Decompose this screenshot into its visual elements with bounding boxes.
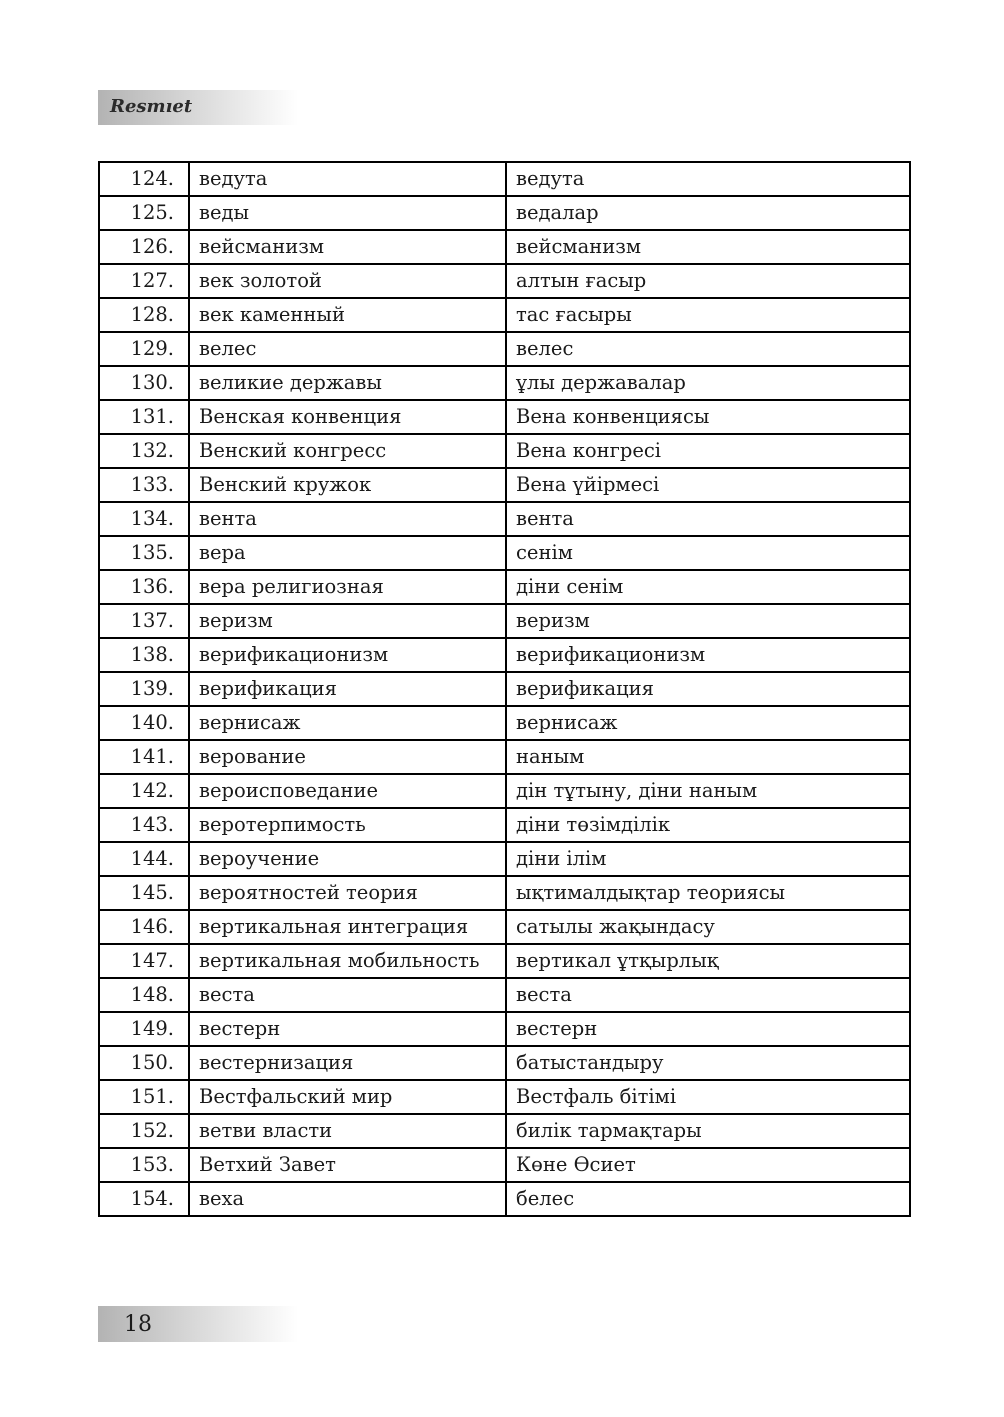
- table-row: [99, 604, 910, 638]
- russian-term: верификационизм: [189, 638, 506, 672]
- entry-number: 133.: [99, 468, 189, 502]
- entry-number: 129.: [99, 332, 189, 366]
- russian-term: век золотой: [189, 264, 506, 298]
- table-row: [99, 978, 910, 1012]
- kazakh-term: билік тармақтары: [506, 1114, 910, 1148]
- entry-number: 154.: [99, 1182, 189, 1216]
- entry-number: 152.: [99, 1114, 189, 1148]
- entry-number: 147.: [99, 944, 189, 978]
- entry-number: 151.: [99, 1080, 189, 1114]
- russian-term: ветви власти: [189, 1114, 506, 1148]
- entry-number: 141.: [99, 740, 189, 774]
- kazakh-term: вернисаж: [506, 706, 910, 740]
- glossary-table-body: [99, 162, 910, 1216]
- entry-number: 148.: [99, 978, 189, 1012]
- kazakh-term: вестерн: [506, 1012, 910, 1046]
- russian-term: вероучение: [189, 842, 506, 876]
- russian-term: веды: [189, 196, 506, 230]
- table-row: [99, 740, 910, 774]
- kazakh-term: вейсманизм: [506, 230, 910, 264]
- table-row: [99, 298, 910, 332]
- kazakh-term: ведалар: [506, 196, 910, 230]
- table-row: [99, 910, 910, 944]
- entry-number: 136.: [99, 570, 189, 604]
- russian-term: вера религиозная: [189, 570, 506, 604]
- kazakh-term: верификационизм: [506, 638, 910, 672]
- entry-number: 137.: [99, 604, 189, 638]
- table-row: [99, 842, 910, 876]
- russian-term: вестерн: [189, 1012, 506, 1046]
- russian-term: верование: [189, 740, 506, 774]
- russian-term: Ветхий Завет: [189, 1148, 506, 1182]
- russian-term: вента: [189, 502, 506, 536]
- table-row: [99, 366, 910, 400]
- table-row: [99, 876, 910, 910]
- entry-number: 135.: [99, 536, 189, 570]
- kazakh-term: велес: [506, 332, 910, 366]
- entry-number: 125.: [99, 196, 189, 230]
- kazakh-term: діни сенім: [506, 570, 910, 604]
- russian-term: вертикальная мобильность: [189, 944, 506, 978]
- russian-term: веротерпимость: [189, 808, 506, 842]
- russian-term: веста: [189, 978, 506, 1012]
- page-number: 18: [124, 1312, 152, 1337]
- kazakh-term: вента: [506, 502, 910, 536]
- entry-number: 128.: [99, 298, 189, 332]
- entry-number: 130.: [99, 366, 189, 400]
- kazakh-term: Вестфаль бітімі: [506, 1080, 910, 1114]
- kazakh-term: діни ілім: [506, 842, 910, 876]
- table-row: [99, 672, 910, 706]
- entry-number: 149.: [99, 1012, 189, 1046]
- kazakh-term: ұлы державалар: [506, 366, 910, 400]
- table-row: [99, 570, 910, 604]
- glossary-table-container: [98, 161, 906, 1217]
- table-row: [99, 264, 910, 298]
- table-row: [99, 196, 910, 230]
- entry-number: 143.: [99, 808, 189, 842]
- russian-term: веризм: [189, 604, 506, 638]
- kazakh-term: батыстандыру: [506, 1046, 910, 1080]
- entry-number: 139.: [99, 672, 189, 706]
- entry-number: 134.: [99, 502, 189, 536]
- kazakh-term: верификация: [506, 672, 910, 706]
- entry-number: 127.: [99, 264, 189, 298]
- russian-term: вернисаж: [189, 706, 506, 740]
- entry-number: 140.: [99, 706, 189, 740]
- table-row: [99, 638, 910, 672]
- russian-term: велес: [189, 332, 506, 366]
- kazakh-term: ведута: [506, 162, 910, 196]
- russian-term: вера: [189, 536, 506, 570]
- kazakh-term: сатылы жақындасу: [506, 910, 910, 944]
- russian-term: верификация: [189, 672, 506, 706]
- kazakh-term: тас ғасыры: [506, 298, 910, 332]
- entry-number: 131.: [99, 400, 189, 434]
- russian-term: Венский конгресс: [189, 434, 506, 468]
- entry-number: 146.: [99, 910, 189, 944]
- russian-term: век каменный: [189, 298, 506, 332]
- entry-number: 153.: [99, 1148, 189, 1182]
- entry-number: 150.: [99, 1046, 189, 1080]
- russian-term: вертикальная интеграция: [189, 910, 506, 944]
- table-row: [99, 1182, 910, 1216]
- russian-term: вестернизация: [189, 1046, 506, 1080]
- entry-number: 132.: [99, 434, 189, 468]
- kazakh-term: Вена конгресі: [506, 434, 910, 468]
- kazakh-term: Вена үйірмесі: [506, 468, 910, 502]
- kazakh-term: вертикал ұтқырлық: [506, 944, 910, 978]
- russian-term: Вестфальский мир: [189, 1080, 506, 1114]
- table-row: [99, 230, 910, 264]
- russian-term: веха: [189, 1182, 506, 1216]
- kazakh-term: діни төзімділік: [506, 808, 910, 842]
- kazakh-term: Вена конвенциясы: [506, 400, 910, 434]
- russian-term: Венский кружок: [189, 468, 506, 502]
- kazakh-term: веризм: [506, 604, 910, 638]
- kazakh-term: веста: [506, 978, 910, 1012]
- kazakh-term: наным: [506, 740, 910, 774]
- kazakh-term: ықтималдықтар теориясы: [506, 876, 910, 910]
- kazakh-term: белес: [506, 1182, 910, 1216]
- table-row: [99, 1114, 910, 1148]
- table-row: [99, 1012, 910, 1046]
- entry-number: 142.: [99, 774, 189, 808]
- russian-term: великие державы: [189, 366, 506, 400]
- table-row: [99, 774, 910, 808]
- table-row: [99, 162, 910, 196]
- table-row: [99, 400, 910, 434]
- entry-number: 138.: [99, 638, 189, 672]
- kazakh-term: Көне Өсиет: [506, 1148, 910, 1182]
- table-row: [99, 944, 910, 978]
- glossary-table: [98, 161, 911, 1217]
- table-row: [99, 1080, 910, 1114]
- running-header-title: Resmıet: [110, 96, 193, 117]
- table-row: [99, 1148, 910, 1182]
- kazakh-term: алтын ғасыр: [506, 264, 910, 298]
- entry-number: 126.: [99, 230, 189, 264]
- table-row: [99, 332, 910, 366]
- table-row: [99, 536, 910, 570]
- table-row: [99, 434, 910, 468]
- russian-term: вероисповедание: [189, 774, 506, 808]
- table-row: [99, 808, 910, 842]
- entry-number: 144.: [99, 842, 189, 876]
- russian-term: ведута: [189, 162, 506, 196]
- entry-number: 124.: [99, 162, 189, 196]
- table-row: [99, 706, 910, 740]
- entry-number: 145.: [99, 876, 189, 910]
- russian-term: вероятностей теория: [189, 876, 506, 910]
- table-row: [99, 1046, 910, 1080]
- kazakh-term: дін тұтыну, діни наным: [506, 774, 910, 808]
- table-row: [99, 502, 910, 536]
- kazakh-term: сенім: [506, 536, 910, 570]
- table-row: [99, 468, 910, 502]
- russian-term: вейсманизм: [189, 230, 506, 264]
- russian-term: Венская конвенция: [189, 400, 506, 434]
